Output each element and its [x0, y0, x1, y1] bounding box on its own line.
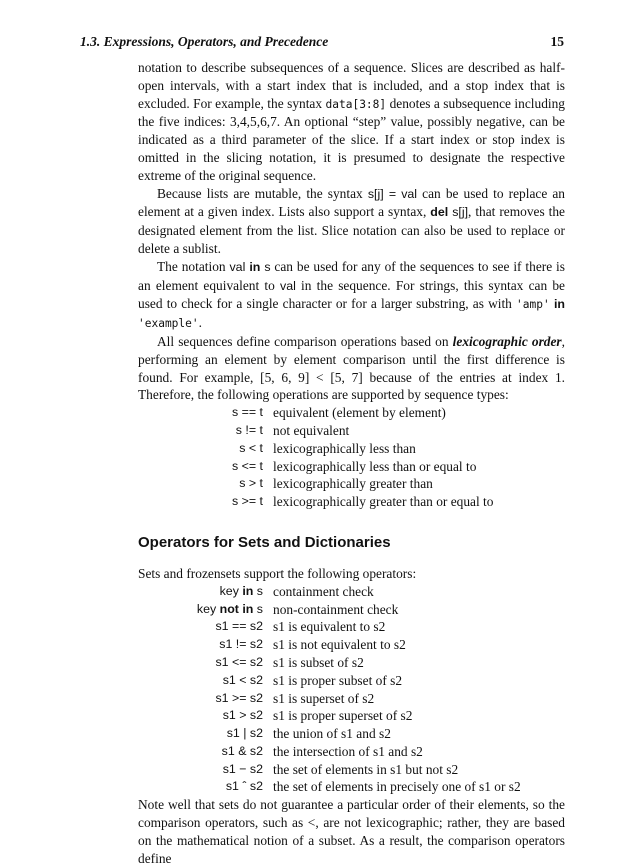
- operator: key not in s: [196, 601, 263, 616]
- description: s1 is proper subset of s2: [273, 672, 403, 688]
- description: containment check: [273, 583, 374, 599]
- paragraph-in-operator: [138, 258, 565, 333]
- table-row: [171, 654, 521, 672]
- table-row: [200, 475, 493, 493]
- description: equivalent (element by element): [273, 405, 446, 421]
- description: the union of s1 and s2: [273, 726, 391, 742]
- code: data[3:8]: [325, 97, 387, 111]
- operator: s1 == s2: [215, 619, 263, 634]
- table-row: [200, 458, 493, 476]
- section-title: 1.3. Expressions, Operators, and Precedence: [80, 34, 329, 49]
- keyword: in: [245, 259, 265, 274]
- paragraph-slices: [138, 59, 565, 185]
- table-row: [200, 493, 493, 511]
- table-row: [171, 601, 521, 619]
- table-row: [171, 583, 521, 601]
- paragraph-sets-note: Note well that sets do not guarantee a particular order of their elements, so the comparison operators, such as <, are not lexicographic; rather, they are based on the mathematical notion of a subset. As a result, the comparison operators define: [138, 797, 565, 866]
- operator: s == t: [232, 405, 263, 420]
- keyword: del: [430, 205, 449, 220]
- text: , performing an element by element comparison until the first difference is found. For example, [5, 6, 9] < [5, 7] because of the entries at index 1. Therefore, the following operations are supported by sequence types:: [138, 333, 565, 403]
- operator: s1 <= s2: [215, 654, 263, 669]
- code: val: [280, 278, 296, 293]
- description: s1 is equivalent to s2: [273, 619, 386, 635]
- description: non-containment check: [273, 601, 399, 617]
- operator: s < t: [239, 440, 263, 455]
- paragraph-mutable-lists: [138, 185, 565, 258]
- code: 'amp': [516, 298, 550, 312]
- defined-term: lexicographic order: [452, 333, 562, 349]
- text: Because lists are mutable, the syntax: [157, 185, 368, 201]
- operator: s1 | s2: [226, 726, 263, 741]
- description: the set of elements in s1 but not s2: [273, 761, 459, 777]
- running-header: [80, 34, 564, 50]
- text: .: [198, 315, 202, 331]
- operator: s1 > s2: [222, 708, 263, 723]
- section-heading: Operators for Sets and Dictionaries: [138, 533, 391, 551]
- description: the set of elements in precisely one of s1 or s2: [273, 779, 521, 795]
- operator: s1 ˆ s2: [225, 779, 263, 794]
- text: notation to describe subsequences of a sequence. Slices are described as half-open intervals, with a start index that is included, and a stop index that is excluded. For example, the syntax: [138, 60, 565, 111]
- text: The notation: [157, 258, 230, 274]
- description: lexicographically greater than or equal to: [273, 494, 494, 510]
- sequence-operators-table: [200, 404, 493, 511]
- text: in the sequence. For strings, this syntax can be used to check for a single character or for a larger substring, as with: [138, 277, 565, 312]
- description: s1 is proper superset of s2: [273, 708, 413, 724]
- table-row: [171, 690, 521, 708]
- table-row: [200, 422, 493, 440]
- operator: s <= t: [232, 458, 263, 473]
- description: lexicographically less than or equal to: [273, 458, 477, 474]
- code: s[j] = val: [367, 186, 418, 201]
- page-body: [138, 59, 565, 867]
- text: All sequences define comparison operations based on: [157, 333, 453, 349]
- operator: s1 − s2: [222, 761, 263, 776]
- text: , that removes the designated element from the list. Slice notation can also be used to replace or delete a sublist.: [138, 204, 565, 256]
- operator: s1 >= s2: [215, 690, 263, 705]
- operator: s != t: [235, 422, 263, 437]
- paragraph-comparisons: [138, 333, 565, 404]
- description: s1 is superset of s2: [273, 690, 375, 706]
- operator: s1 != s2: [219, 637, 263, 652]
- table-row: [200, 440, 493, 458]
- paragraph-sets-intro: Sets and frozensets support the following operators:: [138, 565, 417, 581]
- description: lexicographically greater than: [273, 476, 433, 492]
- page-number: 15: [550, 34, 564, 49]
- operator: s > t: [239, 476, 263, 491]
- text: can be used to replace an element at a given index. Lists also support a syntax,: [138, 185, 566, 220]
- table-row: [171, 707, 521, 725]
- operator: s1 & s2: [221, 743, 263, 758]
- description: the intersection of s1 and s2: [273, 743, 423, 759]
- table-row: [171, 618, 521, 636]
- table-row: [171, 672, 521, 690]
- description: not equivalent: [273, 422, 350, 438]
- code: s: [264, 259, 271, 274]
- set-operators-table: [171, 583, 521, 797]
- operator: s1 < s2: [222, 672, 263, 687]
- table-row: [171, 778, 521, 796]
- keyword: in: [549, 297, 565, 312]
- operator: key in s: [219, 583, 263, 598]
- code: val: [229, 259, 246, 274]
- text: denotes a subsequence including the five indices: 3,4,5,6,7. An optional “step” value, possibly negative, can be indicated as a third parameter of the slice. If a start index or stop index is omitted in the slicing notation, it is presumed to designate the respective extreme of the original sequence.: [138, 95, 566, 183]
- description: s1 is subset of s2: [273, 654, 364, 670]
- code: s[j]: [448, 205, 469, 220]
- table-row: [171, 761, 521, 779]
- text: can be used for any of the sequences to see if there is an element equivalent to: [138, 258, 565, 293]
- table-row: [200, 404, 493, 422]
- operator: s >= t: [232, 494, 263, 509]
- table-row: [171, 743, 521, 761]
- description: lexicographically less than: [273, 440, 416, 456]
- description: s1 is not equivalent to s2: [273, 637, 406, 653]
- code: 'example': [138, 317, 199, 331]
- table-row: [171, 636, 521, 654]
- table-row: [171, 725, 521, 743]
